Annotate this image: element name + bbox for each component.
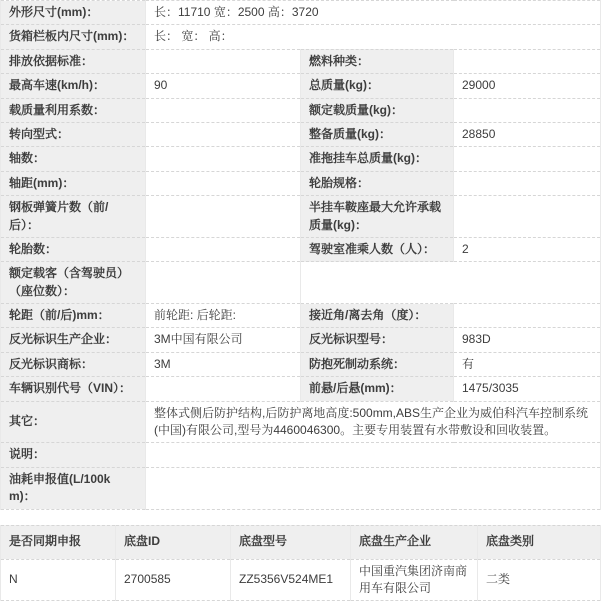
spec-row	[1, 304, 601, 328]
spec-value-saddle-max-load	[454, 196, 601, 238]
spec-value-cab-passengers: 2	[454, 237, 601, 261]
spec-row	[1, 147, 601, 171]
spec-value-axle-count	[146, 147, 301, 171]
spec-label-emission-standard: 排放依据标准：	[1, 49, 146, 73]
spec-value-steering-type	[146, 122, 301, 146]
spec-value-reflective-marking-manufacturer: 3M中国有限公司	[146, 328, 301, 352]
spec-value-emission-standard	[146, 49, 301, 73]
chassis-category: 二类	[478, 559, 601, 601]
spec-label-saddle-max-load: 半挂车鞍座最大允许承载质量(kg)：	[301, 196, 454, 238]
spec-value-tire-count	[146, 237, 301, 261]
spec-label-tire-spec: 轮胎规格：	[301, 171, 454, 195]
spec-row	[1, 171, 601, 195]
spec-row	[1, 262, 601, 304]
chassis-header-manufacturer: 底盘生产企业	[351, 525, 478, 559]
table-spacer	[0, 510, 600, 525]
spec-row	[1, 74, 601, 98]
spec-label-vin: 车辆识别代号（VIN）：	[1, 377, 146, 401]
spec-label-track-width: 轮距（前/后)mm：	[1, 304, 146, 328]
spec-label-approach-departure-angle: 接近角/离去角（度）：	[301, 304, 454, 328]
spec-label-curb-mass: 整备质量(kg)：	[301, 122, 454, 146]
spec-label-reflective-marking-brand: 反光标识商标：	[1, 352, 146, 376]
spec-label-load-utilization: 载质量利用系数：	[1, 98, 146, 122]
spec-value-track-width: 前轮距: 后轮距:	[146, 304, 301, 328]
spec-label-steering-type: 转向型式：	[1, 122, 146, 146]
chassis-data-row	[1, 559, 601, 601]
spec-value-curb-mass: 28850	[454, 122, 601, 146]
spec-label-other: 其它：	[1, 401, 146, 443]
spec-row	[1, 328, 601, 352]
spec-value-approach-departure-angle	[454, 304, 601, 328]
spec-value-overall-dimensions: 长：11710 宽：2500 高：3720	[146, 1, 601, 25]
spec-label-rated-load-mass: 额定载质量(kg)：	[301, 98, 454, 122]
spec-row	[1, 443, 601, 467]
spec-value-max-speed: 90	[146, 74, 301, 98]
spec-value-rated-load-mass	[454, 98, 601, 122]
chassis-declare: N	[1, 559, 116, 601]
spec-row	[1, 25, 601, 49]
chassis-manufacturer: 中国重汽集团济南商用车有限公司	[351, 559, 478, 601]
spec-value-abs: 有	[454, 352, 601, 376]
spec-label-overall-dimensions: 外形尺寸(mm)：	[1, 1, 146, 25]
chassis-header-declare: 是否同期申报	[1, 525, 116, 559]
spec-row	[1, 49, 601, 73]
spec-label-axle-count: 轴数：	[1, 147, 146, 171]
spec-value-tire-spec	[454, 171, 601, 195]
spec-label-fuel-type: 燃料种类：	[301, 49, 454, 73]
spec-value-fuel-consumption	[146, 467, 601, 509]
spec-label-reflective-marking-manufacturer: 反光标识生产企业：	[1, 328, 146, 352]
spec-label-cargo-box-dimensions: 货箱栏板内尺寸(mm)：	[1, 25, 146, 49]
spec-value-rated-passengers	[146, 262, 301, 304]
spec-label-tire-count: 轮胎数：	[1, 237, 146, 261]
spec-label-remarks: 说明：	[1, 443, 146, 467]
spec-row	[1, 237, 601, 261]
spec-value-vin	[146, 377, 301, 401]
spec-label-reflective-marking-model: 反光标识型号：	[301, 328, 454, 352]
spec-value-fuel-type	[454, 49, 601, 73]
spec-value-overhang: 1475/3035	[454, 377, 601, 401]
spec-label-cab-passengers: 驾驶室准乘人数（人）：	[301, 237, 454, 261]
spec-label-abs: 防抱死制动系统：	[301, 352, 454, 376]
chassis-id: 2700585	[116, 559, 231, 601]
spec-value-remarks	[146, 443, 601, 467]
spec-row	[1, 196, 601, 238]
spec-label-overhang: 前悬/后悬(mm)：	[301, 377, 454, 401]
chassis-header-category: 底盘类别	[478, 525, 601, 559]
spec-value-wheelbase	[146, 171, 301, 195]
spec-label-fuel-consumption: 油耗申报值(L/100km)：	[1, 467, 146, 509]
chassis-header-row	[1, 525, 601, 559]
spec-value-reflective-marking-model: 983D	[454, 328, 601, 352]
spec-row	[1, 1, 601, 25]
spec-row	[1, 401, 601, 443]
spec-label-total-mass: 总质量(kg)：	[301, 74, 454, 98]
spec-value-cargo-box-dimensions: 长： 宽： 高：	[146, 25, 601, 49]
chassis-header-id: 底盘ID	[116, 525, 231, 559]
spec-row	[1, 98, 601, 122]
spec-label-wheelbase: 轴距(mm)：	[1, 171, 146, 195]
spec-value-leaf-springs	[146, 196, 301, 238]
chassis-table	[0, 525, 601, 601]
spec-value-load-utilization	[146, 98, 301, 122]
spec-label-trailer-total-mass: 准拖挂车总质量(kg)：	[301, 147, 454, 171]
spec-blank-cell	[301, 262, 601, 304]
spec-label-leaf-springs: 钢板弹簧片数（前/后）：	[1, 196, 146, 238]
spec-value-reflective-marking-brand: 3M	[146, 352, 301, 376]
spec-row	[1, 352, 601, 376]
chassis-model: ZZ5356V524ME1	[231, 559, 351, 601]
spec-value-total-mass: 29000	[454, 74, 601, 98]
spec-row	[1, 122, 601, 146]
spec-label-max-speed: 最高车速(km/h)：	[1, 74, 146, 98]
spec-row	[1, 467, 601, 509]
chassis-header-model: 底盘型号	[231, 525, 351, 559]
spec-row	[1, 377, 601, 401]
spec-value-other: 整体式侧后防护结构,后防护离地高度:500mm,ABS生产企业为威伯科汽车控制系统(中国)有限公司,型号为4460046300。主要专用装置有水带敷设和回收装置。	[146, 401, 601, 443]
spec-value-trailer-total-mass	[454, 147, 601, 171]
spec-label-rated-passengers: 额定载客（含驾驶员）（座位数）：	[1, 262, 146, 304]
